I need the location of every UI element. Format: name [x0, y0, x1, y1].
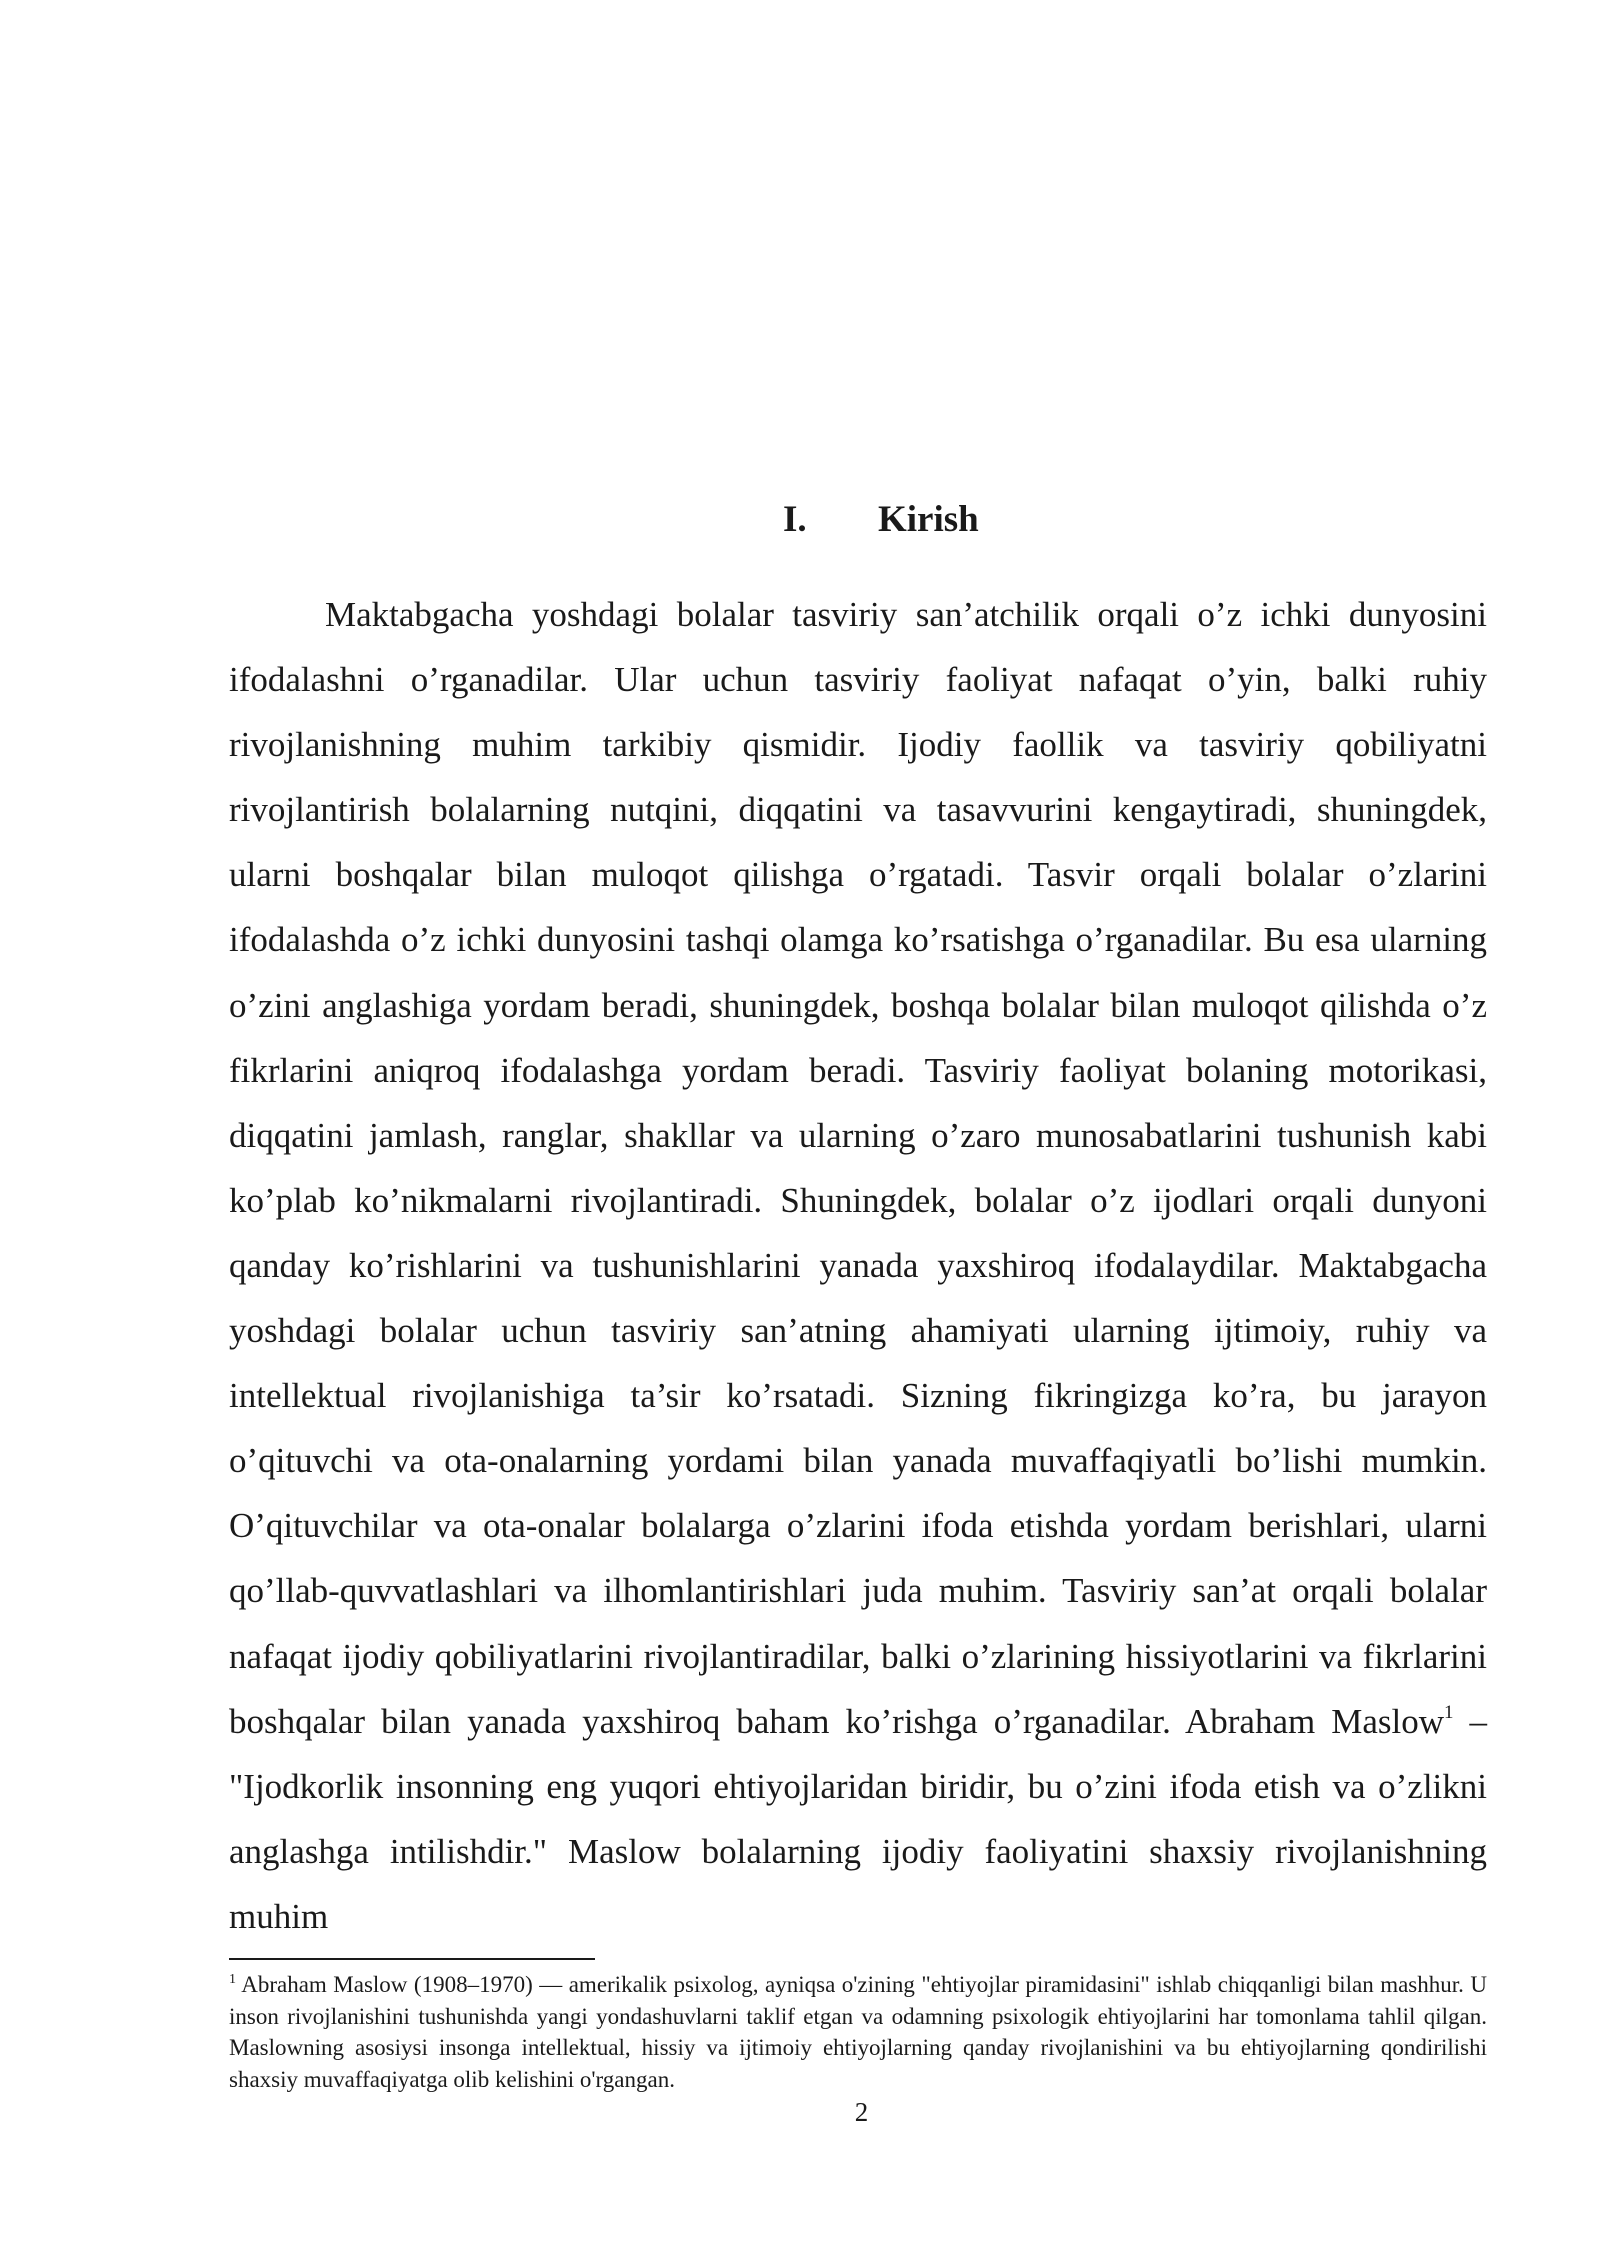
section-number: I.	[783, 499, 807, 540]
footnote-text: Abraham Maslow (1908–1970) — amerikalik psixolog, ayniqsa o'zining "ehtiyojlar piramidasini" ishlab chiqqanligi bilan mashhur. U inson rivojlanishini tushunishda yangi yondashuvlarni taklif etgan va odamning psixologik ehtiyojlarini har tomonlama tahlil qilgan. Maslowning asosiysi insonga intellektual, hissiy va ijtimoiy ehtiyojlarning qanday rivojlanishini va bu ehtiyojlarning qondirilishi shaxsiy muvaffaqiyatga olib kelishini o'rgangan.	[229, 1972, 1487, 2092]
footnote-marker: 1	[229, 1972, 236, 1987]
footnote-reference[interactable]: 1	[1444, 1701, 1454, 1723]
body-paragraph	[229, 582, 1487, 1949]
section-heading	[0, 498, 1600, 548]
body-text-part-1: Maktabgacha yoshdagi bolalar tasviriy san’atchilik orqali o’z ichki dunyosini ifodalashni o’rganadilar. Ular uchun tasviriy faoliyat nafaqat o’yin, balki ruhiy rivojlanishning muhim tarkibiy qismidir. Ijodiy faollik va tasviriy qobiliyatni rivojlantirish bolalarning nutqini, diqqatini va tasavvurini kengaytiradi, shuningdek, ularni boshqalar bilan muloqot qilishga o’rgatadi. Tasvir orqali bolalar o’zlarini ifodalashda o’z ichki dunyosini tashqi olamga ko’rsatishga o’rganadilar. Bu esa ularning o’zini anglashiga yordam beradi, shuningdek, boshqa bolalar bilan muloqot qilishda o’z fikrlarini aniqroq ifodalashga yordam beradi. Tasviriy faoliyat bolaning motorikasi, diqqatini jamlash, ranglar, shakllar va ularning o’zaro munosabatlarini tushunish kabi ko’plab ko’nikmalarni rivojlantiradi. Shuningdek, bolalar o’z ijodlari orqali dunyoni qanday ko’rishlarini va tushunishlarini yanada yaxshiroq ifodalaydilar. Maktabgacha yoshdagi bolalar uchun tasviriy san’atning ahamiyati ularning ijtimoiy, ruhiy va intellektual rivojlanishiga ta’sir ko’rsatadi. Sizning fikringizga ko’ra, bu jarayon o’qituvchi va ota-onalarning yordami bilan yanada muvaffaqiyatli bo’lishi mumkin. O’qituvchilar va ota-onalar bolalarga o’zlarini ifoda etishda yordam berishlari, ularni qo’llab-quvvatlashlari va ilhomlantirishlari juda muhim. Tasviriy san’at orqali bolalar nafaqat ijodiy qobiliyatlarini rivojlantiradilar, balki o’zlarining hissiyotlarini va fikrlarini boshqalar bilan yanada yaxshiroq baham ko’rishga o’rganadilar. Abraham Maslow	[229, 595, 1487, 1741]
footnote	[229, 1969, 1487, 2095]
section-title: Kirish	[878, 499, 979, 540]
page-number: 2	[854, 2097, 869, 2127]
footnote-separator	[229, 1958, 595, 1960]
body-text-part-2: – "Ijodkorlik insonning eng yuqori ehtiyojlaridan biridir, bu o’zini ifoda etish va o’zlikni anglashga intilishdir." Maslow bolalarning ijodiy faoliyatini shaxsiy rivojlanishning muhim	[229, 1701, 1488, 1936]
